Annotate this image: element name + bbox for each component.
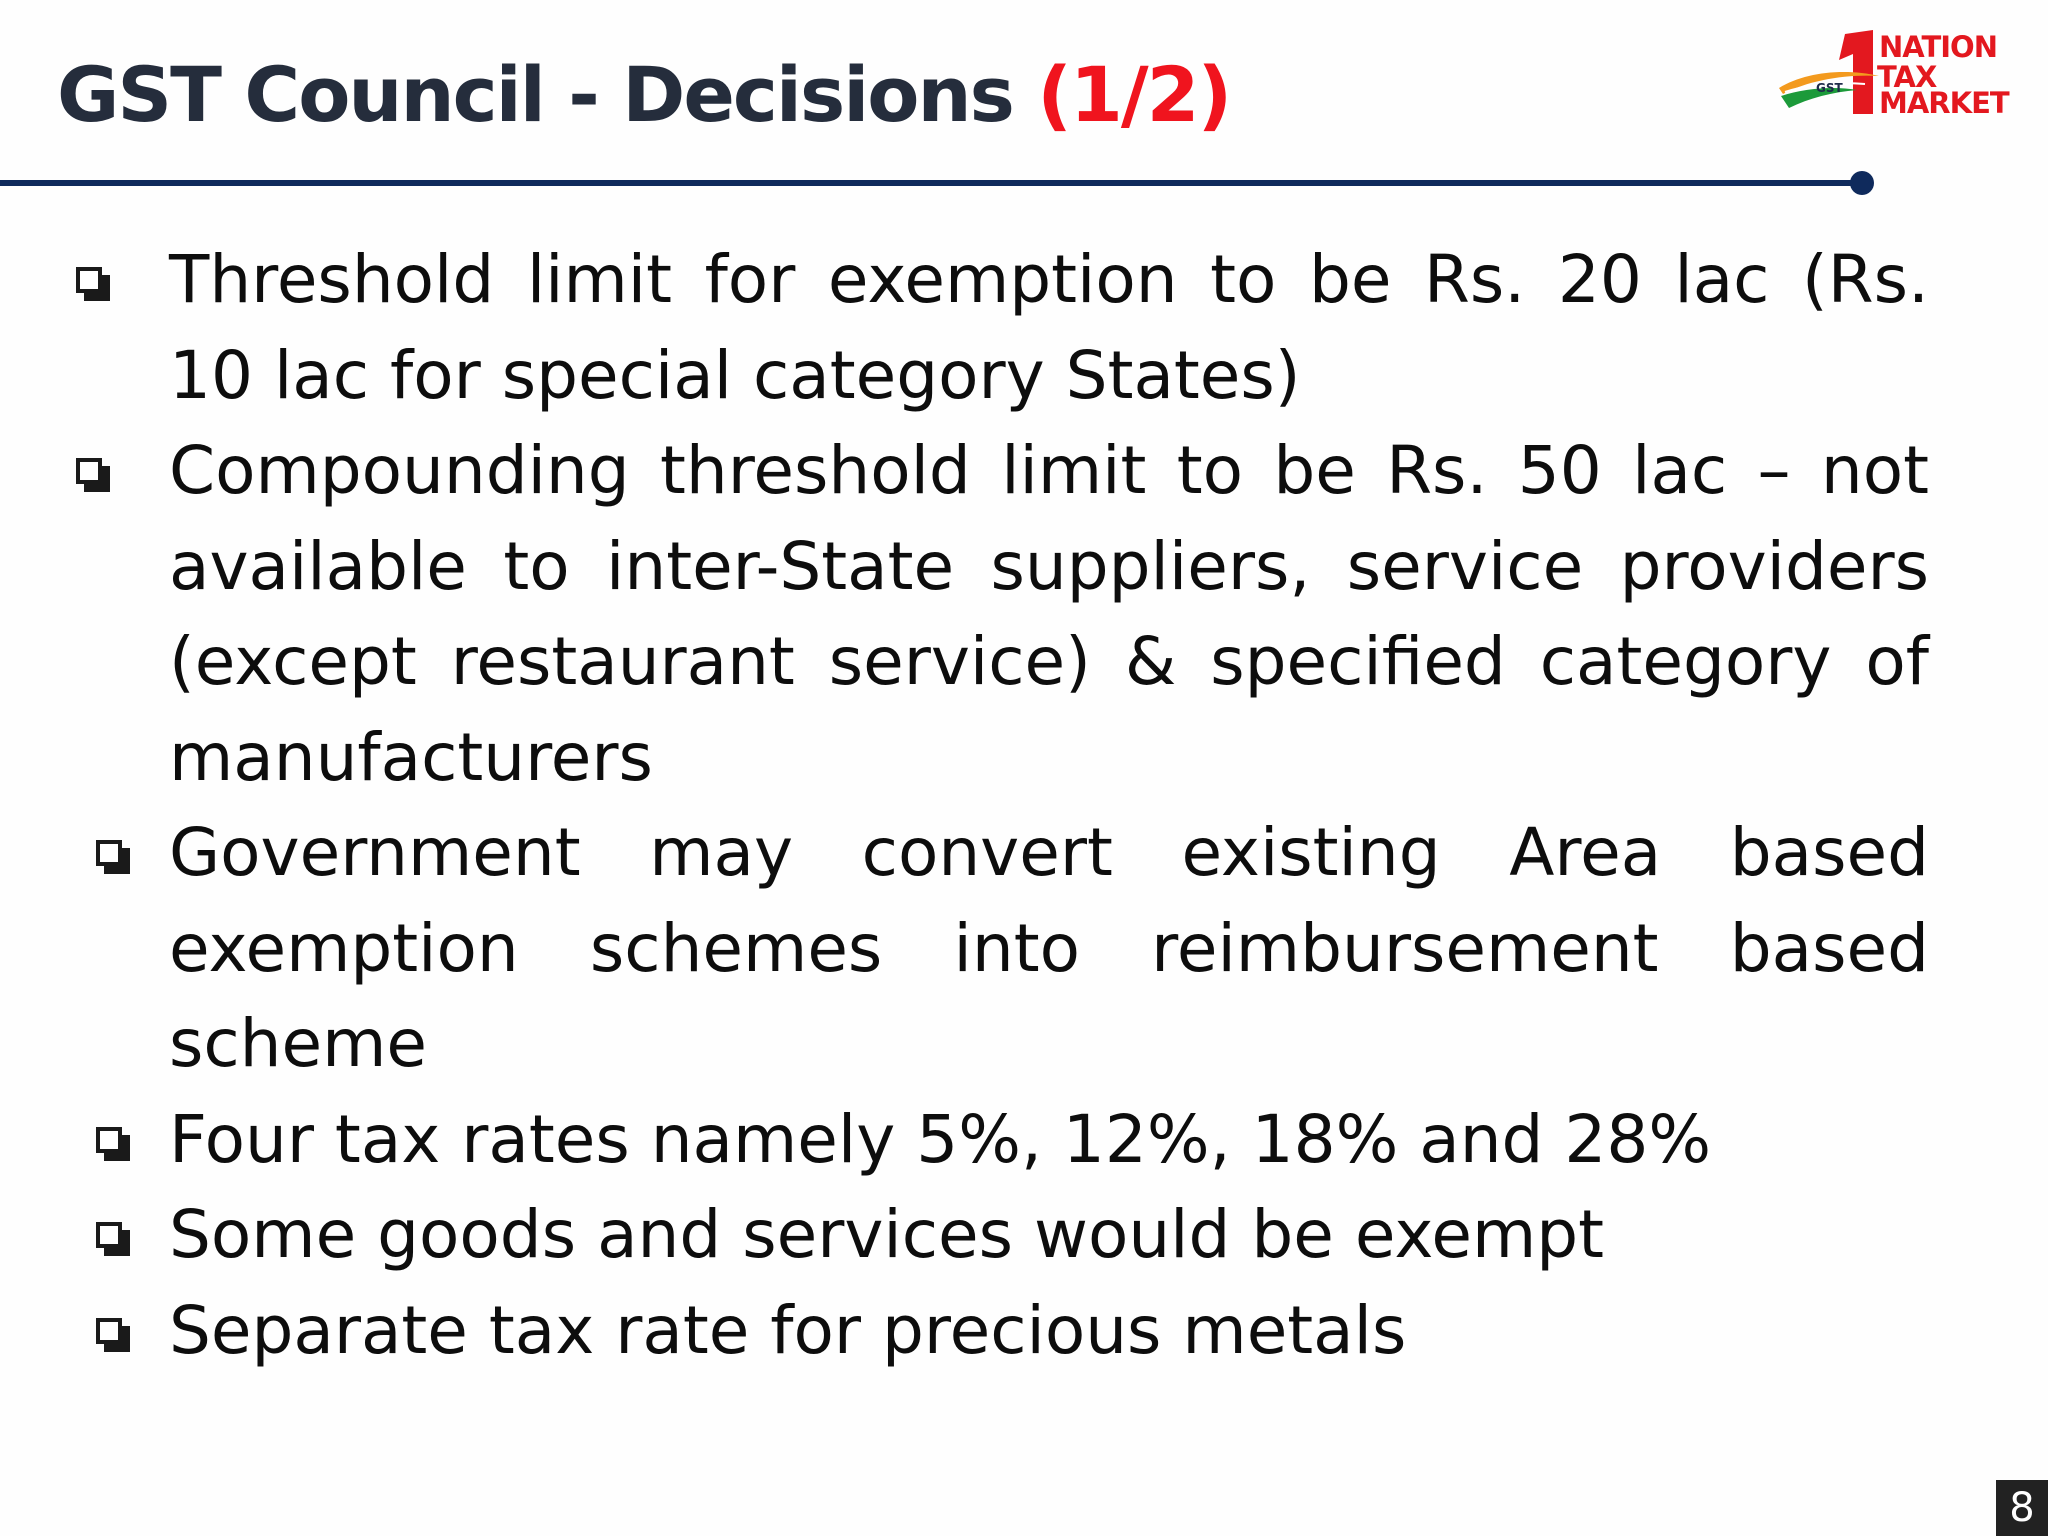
checkbox-bullet-icon <box>96 1318 130 1352</box>
page-title <box>57 40 1230 150</box>
list-item <box>0 232 1929 423</box>
checkbox-bullet-icon <box>96 1222 130 1256</box>
logo-word-nation: NATION <box>1879 30 1997 64</box>
checkbox-bullet-icon <box>96 840 130 874</box>
list-item-text: Separate tax rate for precious metals <box>169 1291 1407 1369</box>
checkbox-bullet-icon <box>96 1127 130 1161</box>
nation-tax-market-logo <box>1775 28 2030 128</box>
checkbox-bullet-icon <box>76 267 110 301</box>
decision-list <box>0 232 2048 1378</box>
logo-word-tax: TAX <box>1877 60 1937 94</box>
list-item <box>0 1283 1929 1379</box>
title-divider <box>0 180 1862 186</box>
list-item <box>0 805 1929 1092</box>
list-item-text: Compounding threshold limit to be Rs. 50 lac – not available to inter-State suppliers, service providers (except restaurant service) & specified category of manufacturers <box>169 432 1929 796</box>
title-page-indicator: (1/2) <box>1037 50 1231 139</box>
logo-badge: GST <box>1816 81 1843 95</box>
list-item <box>0 423 1929 805</box>
list-item-text: Four tax rates namely 5%, 12%, 18% and 28% <box>169 1100 1712 1178</box>
list-item <box>0 1187 1929 1283</box>
list-item-text: Some goods and services would be exempt <box>169 1196 1605 1273</box>
logo-word-market: MARKET <box>1879 86 2009 120</box>
divider-end-dot <box>1850 171 1874 195</box>
list-item-text: Government may convert existing Area based exemption schemes into reimbursement based scheme <box>169 814 1929 1082</box>
title-main: GST Council - Decisions <box>57 50 1038 139</box>
list-item-text: Threshold limit for exemption to be Rs. 20 lac (Rs. 10 lac for special category States) <box>169 241 1929 414</box>
list-item <box>0 1092 1929 1188</box>
page-number: 8 <box>1996 1480 2048 1536</box>
checkbox-bullet-icon <box>76 458 110 492</box>
